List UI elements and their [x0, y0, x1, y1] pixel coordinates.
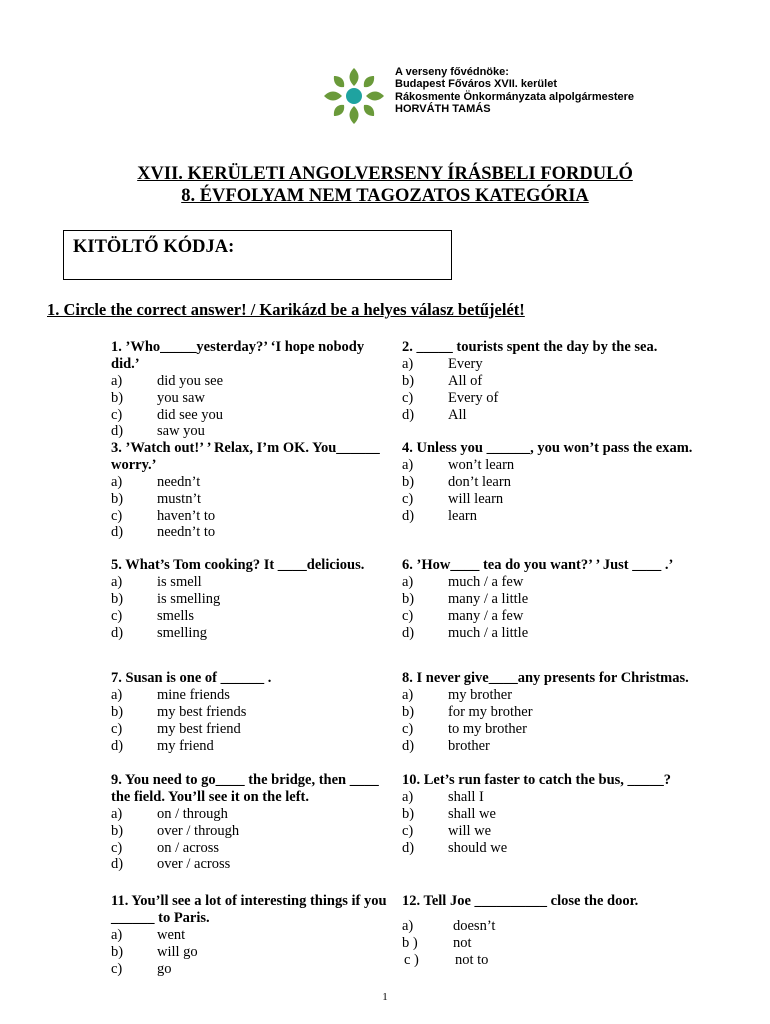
option-letter: c) [111, 720, 123, 737]
answer-option[interactable] [111, 625, 391, 642]
option-text: All [448, 406, 467, 423]
option-letter: c) [111, 839, 123, 856]
option-letter: d) [111, 856, 124, 873]
option-letter: b) [111, 590, 124, 607]
question-2 [402, 339, 722, 423]
answer-option[interactable] [111, 390, 391, 407]
option-text: on / across [157, 839, 220, 856]
option-text: is smell [157, 573, 202, 590]
option-text: learn [448, 507, 477, 524]
question-9 [111, 772, 391, 873]
option-text: doesn’t [453, 917, 496, 934]
spacer [402, 910, 722, 918]
option-letter: b) [402, 473, 415, 490]
option-text: did you see [157, 372, 224, 389]
option-letter: c) [111, 406, 123, 423]
code-label: KITÖLTŐ KÓDJA: [73, 237, 235, 257]
option-letter: c) [402, 490, 414, 507]
option-letter: d) [402, 737, 415, 754]
answer-option[interactable] [402, 608, 722, 625]
option-text: needn’t [157, 473, 201, 490]
answer-option[interactable] [111, 407, 391, 424]
option-letter: c) [111, 507, 123, 524]
logo-flower-icon [322, 66, 386, 126]
question-text: 3. ’Watch out!’ ’ Relax, I’m OK. You______ worry.’ [111, 440, 380, 473]
option-text: much / a little [448, 624, 529, 641]
option-text: shall I [448, 788, 484, 805]
option-text: for my brother [448, 703, 533, 720]
answer-option[interactable] [111, 927, 391, 944]
option-letter: b) [402, 703, 415, 720]
answer-option[interactable] [402, 407, 722, 424]
option-letter: b) [402, 372, 415, 389]
answer-option[interactable] [402, 574, 722, 591]
option-text: many / a little [448, 590, 529, 607]
answer-option[interactable] [402, 738, 722, 755]
question-text: 1. ’Who_____yesterday?’ ‘I hope nobody did.’ [111, 339, 365, 372]
option-letter: c) [402, 389, 414, 406]
question-text: 10. Let’s run faster to catch the bus, _____? [402, 772, 672, 788]
question-text: 12. Tell Joe __________ close the door. [402, 893, 639, 909]
answer-option[interactable] [402, 823, 722, 840]
answer-option[interactable] [111, 491, 391, 508]
option-letter: b) [111, 822, 124, 839]
answer-option[interactable] [111, 608, 391, 625]
option-letter: b) [402, 590, 415, 607]
option-text: shall we [448, 805, 496, 822]
option-letter: b) [111, 490, 124, 507]
option-text: to my brother [448, 720, 527, 737]
question-text: 4. Unless you ______, you won’t pass the exam. [402, 440, 693, 456]
answer-option[interactable] [402, 687, 722, 704]
option-text: needn’t to [157, 524, 216, 541]
option-text: will go [157, 943, 198, 960]
option-letter: d) [402, 839, 415, 856]
answer-option[interactable] [402, 373, 722, 390]
answer-option[interactable] [111, 961, 391, 978]
patron-line: Rákosmente Önkormányzata alpolgármestere [395, 90, 635, 103]
option-text: did see you [157, 406, 224, 423]
question-text: 7. Susan is one of ______ . [111, 670, 272, 686]
option-text: over / through [157, 822, 240, 839]
option-text: is smelling [157, 590, 221, 607]
answer-option[interactable] [111, 687, 391, 704]
option-letter: d) [402, 624, 415, 641]
option-letter: c) [402, 822, 414, 839]
answer-option[interactable] [404, 952, 724, 969]
patron-line: HORVÁTH TAMÁS [395, 102, 491, 115]
answer-option[interactable] [402, 721, 722, 738]
answer-option[interactable] [402, 625, 722, 642]
answer-option[interactable] [111, 574, 391, 591]
answer-option[interactable] [402, 704, 722, 721]
option-text: many / a few [448, 607, 524, 624]
answer-option[interactable] [111, 806, 391, 823]
option-letter: c) [402, 720, 414, 737]
answer-option[interactable] [111, 721, 391, 738]
answer-option[interactable] [402, 806, 722, 823]
option-text: mine friends [157, 686, 230, 703]
question-11 [111, 893, 391, 977]
option-letter: c) [111, 960, 123, 977]
option-letter: a) [111, 805, 123, 822]
option-text: don’t learn [448, 473, 511, 490]
option-text: my friend [157, 737, 214, 754]
answer-option[interactable] [111, 373, 391, 390]
option-letter: a) [402, 788, 414, 805]
question-1 [111, 339, 391, 440]
option-text: much / a few [448, 573, 524, 590]
option-letter: a) [111, 926, 123, 943]
option-letter: a) [111, 473, 123, 490]
answer-option[interactable] [402, 474, 722, 491]
option-text: mustn’t [157, 490, 202, 507]
option-letter: a) [402, 686, 414, 703]
option-text: should we [448, 839, 508, 856]
answer-option[interactable] [402, 508, 722, 525]
option-letter: a) [402, 355, 414, 372]
answer-option[interactable] [111, 524, 391, 541]
option-letter: d) [111, 737, 124, 754]
option-letter: d) [111, 524, 124, 541]
option-text: Every [448, 355, 483, 372]
option-letter: b) [111, 943, 124, 960]
option-text: not to [455, 951, 489, 968]
answer-option[interactable] [111, 944, 391, 961]
question-text: 2. _____ tourists spent the day by the sea. [402, 339, 658, 355]
option-letter: d) [111, 624, 124, 641]
question-10 [402, 772, 722, 856]
patron-line: A verseny fővédnöke: [395, 66, 509, 78]
option-letter: a) [402, 917, 414, 934]
option-text: haven’t to [157, 507, 216, 524]
option-text: not [453, 934, 472, 951]
option-letter: d) [402, 507, 415, 524]
option-letter: a) [111, 573, 123, 590]
option-letter: a) [402, 573, 414, 590]
option-text: All of [448, 372, 483, 389]
option-text: won’t learn [448, 456, 515, 473]
option-text: went [157, 926, 186, 943]
answer-option[interactable] [111, 840, 391, 857]
section-title: 1. Circle the correct answer! / Karikázd be a helyes válasz betűjelét! [47, 300, 525, 319]
answer-option[interactable] [402, 789, 722, 806]
option-letter: b) [111, 703, 124, 720]
question-text: 6. ’How____ tea do you want?’ ’ Just ____ .’ [402, 557, 674, 573]
question-text: 11. You’ll see a lot of interesting things if you ______ to Paris. [111, 893, 387, 926]
question-6 [402, 557, 722, 641]
option-letter: d) [402, 406, 415, 423]
option-letter: c ) [404, 951, 419, 968]
option-text: Every of [448, 389, 499, 406]
answer-option[interactable] [111, 704, 391, 721]
question-text: 5. What’s Tom cooking? It ____delicious. [111, 557, 365, 573]
option-letter: a) [402, 456, 414, 473]
answer-option[interactable] [402, 491, 722, 508]
answer-option[interactable] [111, 738, 391, 755]
option-letter: b) [111, 389, 124, 406]
option-text: smelling [157, 624, 207, 641]
answer-option[interactable] [402, 918, 722, 935]
question-4 [402, 440, 722, 524]
answer-option[interactable] [111, 508, 391, 525]
option-letter: d) [111, 423, 124, 440]
question-7 [111, 670, 391, 754]
answer-option[interactable] [111, 423, 391, 440]
option-text: my best friend [157, 720, 241, 737]
answer-option[interactable] [111, 856, 391, 873]
option-letter: a) [111, 372, 123, 389]
option-letter: c) [402, 607, 414, 624]
answer-option[interactable] [402, 356, 722, 373]
option-text: go [157, 960, 172, 977]
option-letter: a) [111, 686, 123, 703]
code-field[interactable] [63, 230, 452, 280]
question-12 [402, 893, 722, 969]
option-text: brother [448, 737, 490, 754]
option-letter: b) [402, 805, 415, 822]
answer-option[interactable] [111, 823, 391, 840]
answer-option[interactable] [111, 474, 391, 491]
page-number: 1 [382, 991, 388, 1003]
question-3 [111, 440, 391, 541]
option-text: will learn [448, 490, 504, 507]
document-title: XVII. KERÜLETI ANGOLVERSENY ÍRÁSBELI FORDULÓ [137, 164, 633, 184]
option-text: my best friends [157, 703, 247, 720]
option-letter: c) [111, 607, 123, 624]
option-text: will we [448, 822, 492, 839]
option-text: smells [157, 607, 195, 624]
question-text: 8. I never give____any presents for Christmas. [402, 670, 689, 686]
option-letter: b ) [402, 934, 418, 951]
patron-line: Budapest Főváros XVII. kerület [395, 78, 557, 91]
question-text: 9. You need to go____ the bridge, then ____ the field. You’ll see it on the left. [111, 772, 379, 805]
answer-option[interactable] [111, 591, 391, 608]
logo [322, 66, 386, 126]
option-text: saw you [157, 423, 205, 440]
question-8 [402, 670, 722, 754]
answer-option[interactable] [402, 935, 722, 952]
patron-info [395, 66, 634, 115]
answer-option[interactable] [402, 457, 722, 474]
answer-option[interactable] [402, 840, 722, 857]
option-text: you saw [157, 389, 205, 406]
option-text: my brother [448, 686, 513, 703]
option-text: over / across [157, 856, 231, 873]
answer-option[interactable] [402, 591, 722, 608]
answer-option[interactable] [402, 390, 722, 407]
question-5 [111, 557, 391, 641]
document-subtitle: 8. ÉVFOLYAM NEM TAGOZATOS KATEGÓRIA [181, 186, 589, 206]
option-text: on / through [157, 805, 228, 822]
